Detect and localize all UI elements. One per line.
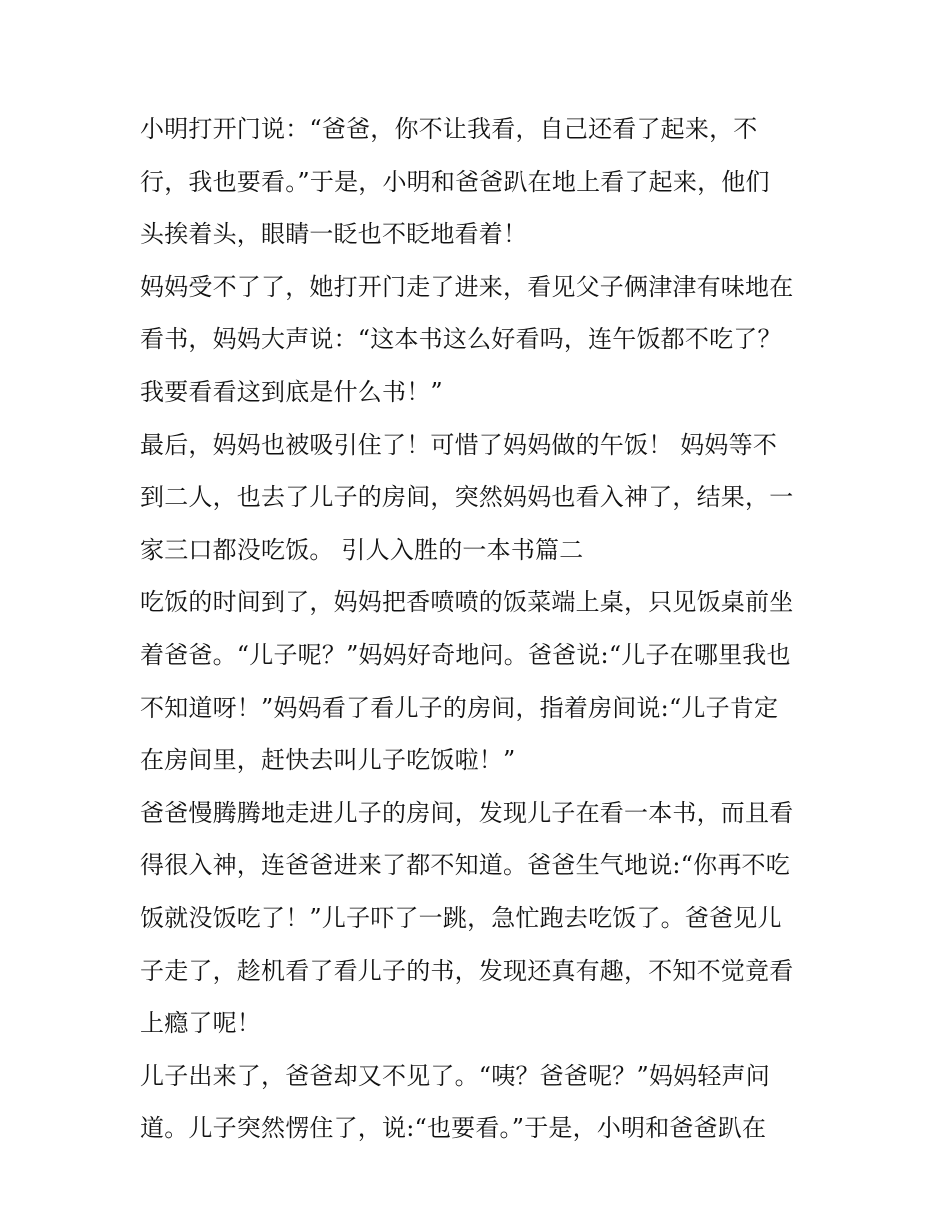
text-line: 儿子出来了，爸爸却又不见了。“咦？爸爸呢？”妈妈轻声问	[140, 1061, 770, 1090]
text-line: 行，我也要看。”于是，小明和爸爸趴在地上看了起来，他们	[140, 167, 770, 196]
text-line: 最后，妈妈也被吸引住了！可惜了妈妈做的午饭！ 妈妈等不	[140, 430, 778, 459]
text-line: 道。儿子突然愣住了，说:“也要看。”于是，小明和爸爸趴在	[140, 1114, 767, 1143]
text-line: 子走了，趁机看了看儿子的书，发现还真有趣，不知不觉竟看	[140, 956, 794, 985]
text-line: 得很入神，连爸爸进来了都不知道。爸爸生气地说:“你再不吃	[140, 851, 790, 880]
text-line: 到二人，也去了儿子的房间，突然妈妈也看入神了，结果，一	[140, 483, 794, 512]
text-line: 看书，妈妈大声说：“这本书这么好看吗，连午饭都不吃了？	[140, 325, 782, 354]
text-line: 不知道呀！”妈妈看了看儿子的房间，指着房间说:“儿子肯定	[140, 693, 779, 722]
text-line: 家三口都没吃饭。 引人入胜的一本书篇二	[140, 535, 584, 564]
text-line: 我要看看这到底是什么书！”	[140, 377, 443, 406]
text-line: 吃饭的时间到了，妈妈把香喷喷的饭菜端上桌，只见饭桌前坐	[140, 588, 794, 617]
text-line: 小明打开门说：“爸爸，你不让我看，自己还看了起来，不	[140, 115, 758, 143]
text-line: 头挨着头，眼睛一眨也不眨地看着！	[140, 220, 528, 249]
text-line: 上瘾了呢！	[140, 1009, 261, 1038]
text-line: 妈妈受不了了，她打开门走了进来，看见父子俩津津有味地在	[140, 272, 794, 301]
text-line: 爸爸慢腾腾地走进儿子的房间，发现儿子在看一本书，而且看	[140, 798, 794, 827]
text-line: 在房间里，赶快去叫儿子吃饭啦！”	[140, 746, 516, 775]
text-line: 饭就没饭吃了！”儿子吓了一跳，急忙跑去吃饭了。爸爸见儿	[140, 903, 782, 932]
text-line: 着爸爸。“儿子呢？”妈妈好奇地问。爸爸说:“儿子在哪里我也	[140, 640, 791, 669]
document-page	[140, 103, 830, 1155]
